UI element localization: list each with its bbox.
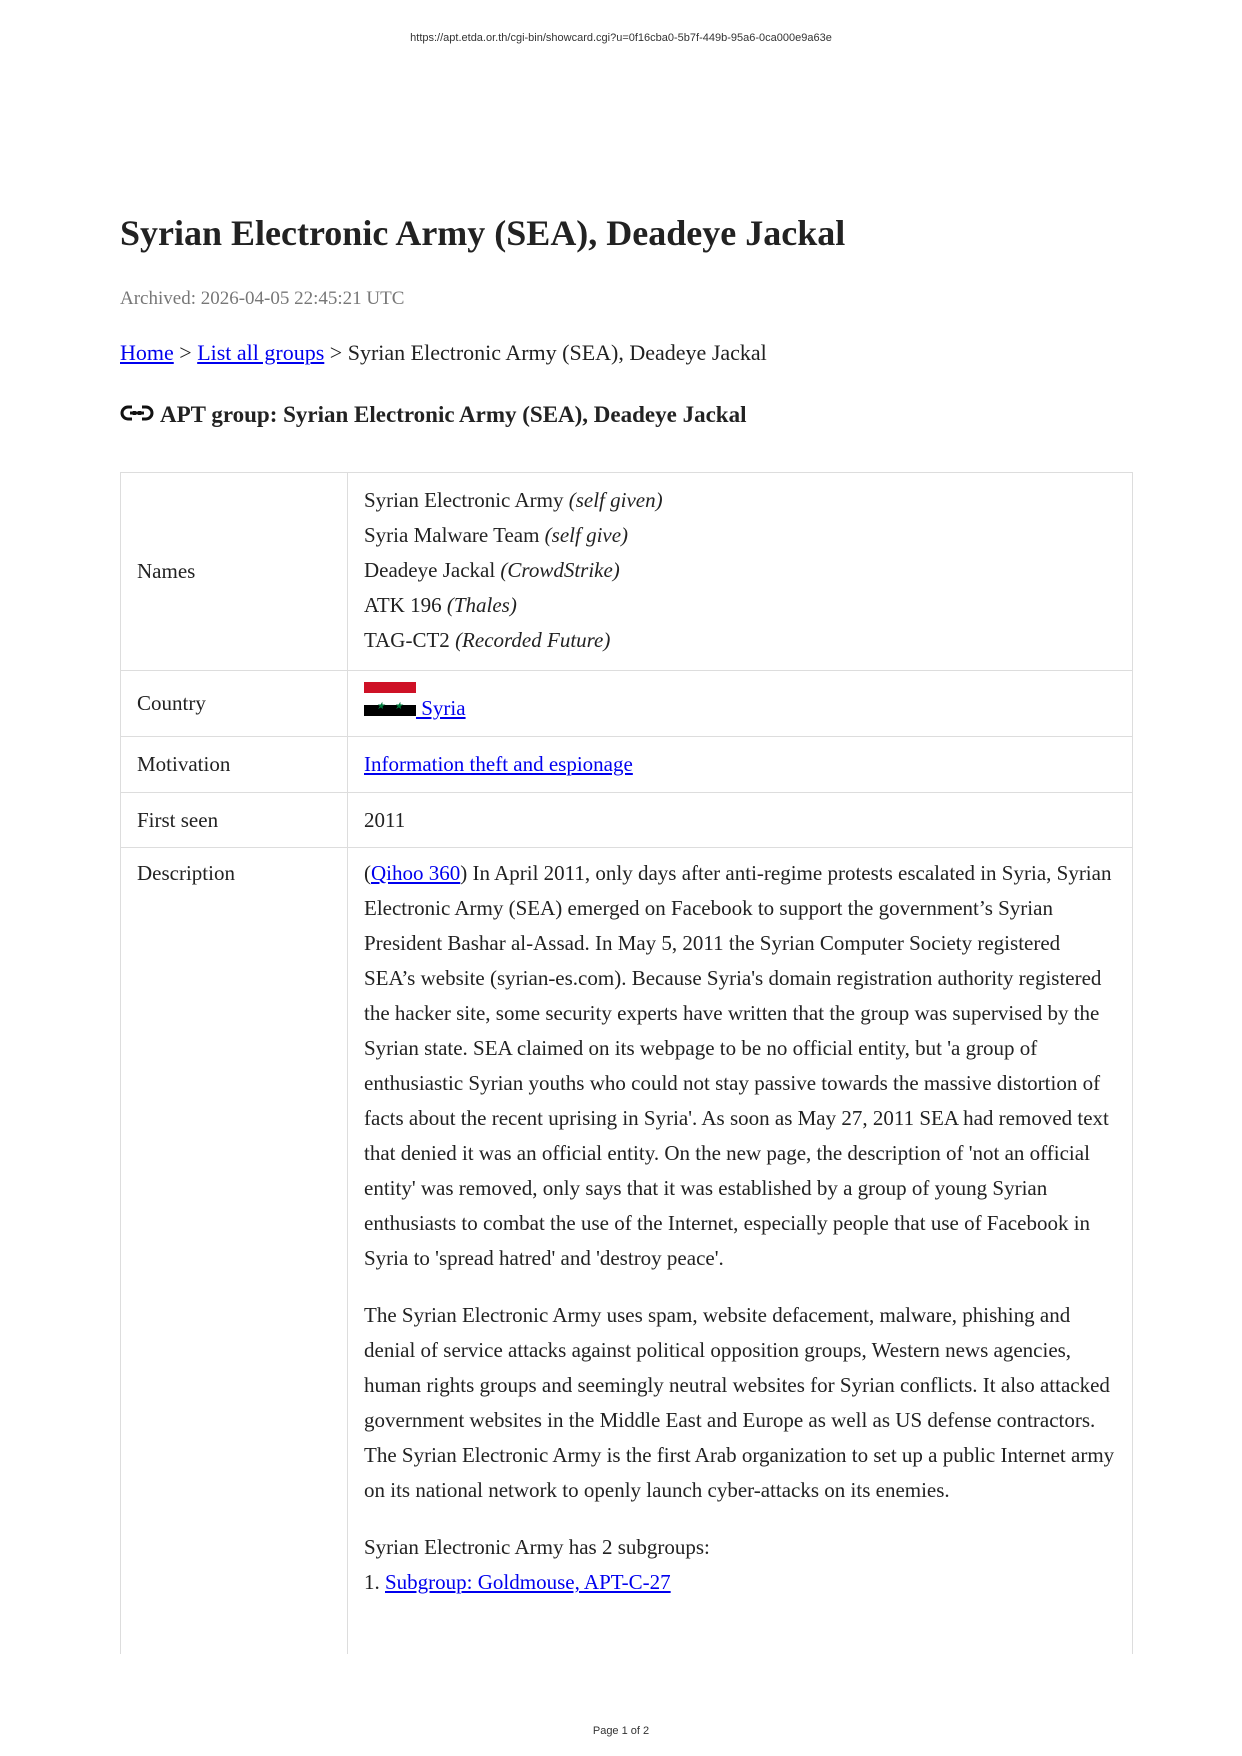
alias-name: Syrian Electronic Army: [364, 488, 569, 512]
subgroup-link[interactable]: Subgroup: Goldmouse, APT-C-27: [385, 1570, 671, 1594]
table-row: [121, 793, 1133, 848]
alias-item: [364, 588, 1116, 623]
breadcrumb-sep: >: [324, 340, 348, 365]
alias-source: (self given): [568, 488, 663, 512]
description-paragraph: The Syrian Electronic Army uses spam, website defacement, malware, phishing and denial of service attacks against political opposition groups, Western news agencies, human rights groups and seemingly neutral websites for Syrian conflicts. It also attacked government websites in the Middle East and Europe as well as US defense contractors. The Syrian Electronic Army is the first Arab organization to set up a public Internet army on its national network to openly launch cyber-attacks on its enemies.: [364, 1303, 1115, 1502]
alias-source: (Recorded Future): [455, 628, 611, 652]
heading-text: APT group: Syrian Electronic Army (SEA), Deadeye Jackal: [160, 402, 747, 427]
alias-item: [364, 483, 1116, 518]
alias-name: TAG-CT2: [364, 628, 456, 652]
row-label: First seen: [121, 793, 348, 848]
country-link[interactable]: ★ ★ Syria: [364, 696, 466, 720]
breadcrumb-sep: >: [173, 340, 198, 365]
description-cell: (Qihoo 360) In April 2011, only days after anti-regime protests escalated in Syria, Syrian Electronic Army (SEA) emerged on Facebook to support the government’s Syrian President Bashar al-Assad. In May 5, 2011 the Syrian Computer Society registered SEA’s website (syrian-es.com). Because Syria's domain registration authority registered the hacker site, some security experts have written that the group was supervised by the Syrian state. SEA claimed on its webpage to be no official entity, but 'a group of enthusiastic Syrian youths who could not stay passive towards the massive distortion of facts about the recent uprising in Syria'. As soon as May 27, 2011 SEA had removed text that denied it was an official entity. On the new page, the description of 'not an official entity' was removed, only says that it was established by a group of young Syrian enthusiasts to combat the use of the Internet, especially people that use of Facebook in Syria to 'spread hatred' and 'destroy peace'. The Syrian Electronic Army uses spam, website defacement, malware, phishing and denial of service attacks against political opposition groups, Western news agencies, human rights groups and seemingly neutral websites for Syrian conflicts. It also attacked government websites in the Middle East and Europe as well as US defense contractors. The Syrian Electronic Army is the first Arab organization to set up a public Internet army on its national network to openly launch cyber-attacks on its enemies. Syrian Electronic Army has 2 subgroups: 1. Subgroup: Goldmouse, APT-C-27: [348, 848, 1133, 1655]
table-row: [121, 671, 1133, 737]
section-heading: [120, 402, 746, 428]
motivation-link[interactable]: Information theft and espionage: [364, 752, 633, 776]
group-info-table: [120, 472, 1133, 1654]
archived-timestamp: Archived: 2026-04-05 22:45:21 UTC: [120, 288, 405, 309]
breadcrumb-list-link[interactable]: List all groups: [197, 340, 325, 365]
alias-name: ATK 196: [364, 593, 447, 617]
names-cell: [348, 473, 1133, 671]
alias-item: [364, 553, 1116, 588]
breadcrumb-current: Syrian Electronic Army (SEA), Deadeye Jackal: [347, 340, 767, 365]
table-row: [121, 473, 1133, 671]
first-seen-value: 2011: [348, 793, 1133, 848]
row-label: Motivation: [121, 737, 348, 793]
country-cell: [348, 671, 1133, 737]
table-row: [121, 848, 1133, 1655]
motivation-cell: [348, 737, 1133, 793]
row-label: Country: [121, 671, 348, 737]
row-label: Description: [121, 848, 348, 1655]
table-row: [121, 737, 1133, 793]
description-paragraph: ) In April 2011, only days after anti-regime protests escalated in Syria, Syrian Electronic Army (SEA) emerged on Facebook to support the government’s Syrian President Bashar al-Assad. In May 5, 2011 the Syrian Computer Society registered SEA’s website (syrian-es.com). Because Syria's domain registration authority registered the hacker site, some security experts have written that the group was supervised by the Syrian state. SEA claimed on its webpage to be no official entity, but 'a group of enthusiastic Syrian youths who could not stay passive towards the massive distortion of facts about the recent uprising in Syria'. As soon as May 27, 2011 SEA had removed text that denied it was an official entity. On the new page, the description of 'not an official entity' was removed, only says that it was established by a group of young Syrian enthusiasts to combat the use of the Internet, especially people that use of Facebook in Syria to 'spread hatred' and 'destroy peace'.: [364, 861, 1112, 1270]
alias-source: (self give): [544, 523, 629, 547]
link-icon[interactable]: [120, 404, 154, 424]
breadcrumb: [120, 340, 767, 366]
breadcrumb-home-link[interactable]: Home: [120, 340, 174, 365]
page-number: Page 1 of 2: [592, 1725, 650, 1737]
alias-item: [364, 623, 1116, 658]
syria-flag-icon: ★ ★: [364, 682, 416, 717]
row-label: Names: [121, 473, 348, 671]
page-title: Syrian Electronic Army (SEA), Deadeye Jackal: [120, 213, 846, 253]
source-link[interactable]: Qihoo 360: [371, 861, 461, 885]
alias-source: (Thales): [446, 593, 517, 617]
alias-item: [364, 518, 1116, 553]
alias-list: [364, 483, 1116, 658]
alias-name: Deadeye Jackal: [364, 558, 501, 582]
alias-source: (CrowdStrike): [500, 558, 620, 582]
page-url: https://apt.etda.or.th/cgi-bin/showcard.cgi?u=0f16cba0-5b7f-449b-95a6-0ca000e9a63e: [410, 32, 832, 44]
alias-name: Syria Malware Team: [364, 523, 545, 547]
subgroups-intro: Syrian Electronic Army has 2 subgroups:: [364, 1535, 710, 1559]
